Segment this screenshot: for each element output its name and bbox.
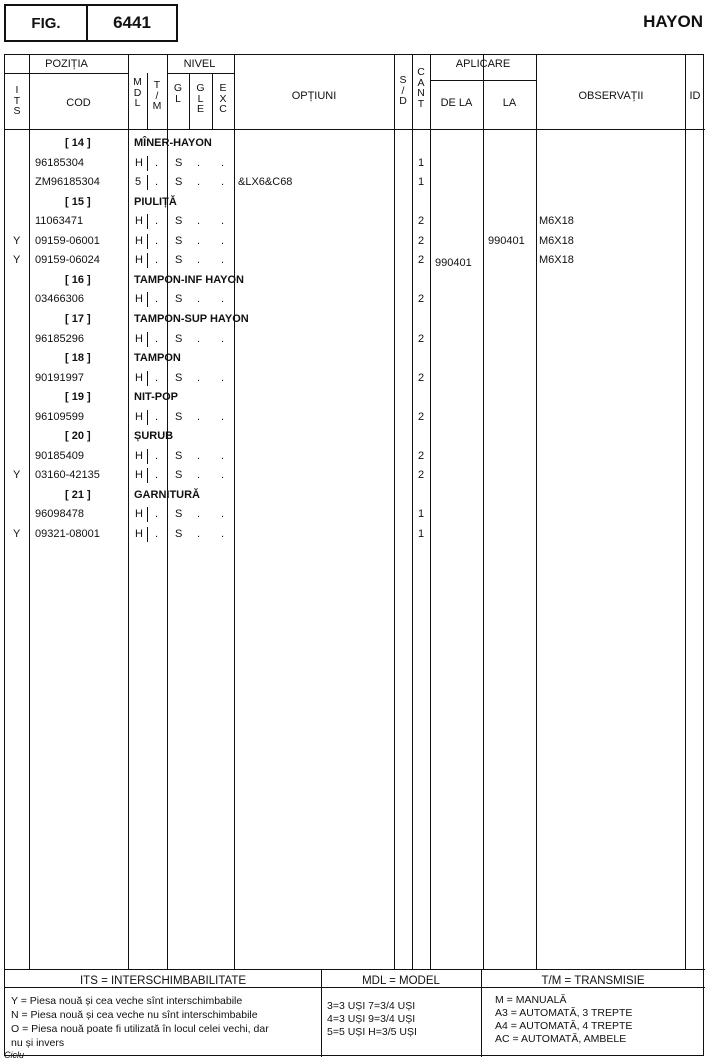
row-separator (147, 156, 148, 171)
quantity: 1 (418, 156, 425, 169)
row-separator (167, 332, 168, 347)
quantity: 2 (418, 293, 425, 306)
level-exc: . (221, 293, 225, 306)
row-separator (147, 253, 148, 268)
quantity: 2 (418, 469, 425, 482)
group-position: [ 19 ] (65, 391, 91, 404)
level-gle: . (197, 176, 201, 189)
quantity: 2 (418, 371, 425, 384)
level-gl: S (175, 156, 183, 169)
grid-line (430, 55, 431, 969)
part-code: 96109599 (35, 410, 84, 423)
level-exc: . (221, 508, 225, 521)
level-gl: S (175, 254, 183, 267)
group-position: [ 17 ] (65, 312, 91, 325)
legend-tm-line: A3 = AUTOMATĂ, 3 TREPTE (495, 1007, 633, 1019)
its-flag: Y (13, 234, 21, 247)
part-code: 09159-06024 (35, 254, 100, 267)
level-gl: S (175, 371, 183, 384)
header-gl: G L (173, 82, 183, 105)
level-gle: . (197, 528, 201, 540)
legend-tm-line: AC = AUTOMATĂ, AMBELE (495, 1033, 627, 1045)
level-gl: S (175, 528, 183, 540)
level-exc: . (221, 469, 225, 482)
legend-its-line: N = Piesa nouă și cea veche nu sînt interschimbabile (11, 1009, 258, 1021)
level-exc: . (221, 371, 225, 384)
model-code: H (135, 156, 143, 169)
grid-line (5, 129, 705, 130)
grid-line (128, 55, 129, 969)
level-gle: . (197, 234, 201, 247)
row-separator (167, 292, 168, 307)
row-separator (147, 292, 148, 307)
level-gle: . (197, 293, 201, 306)
legend-tm-title: T/M = TRANSMISIE (541, 975, 645, 987)
transmission-code: . (155, 469, 159, 482)
level-exc: . (221, 332, 225, 345)
header-exc: E X C (219, 82, 227, 115)
row-separator (147, 175, 148, 190)
level-exc: . (221, 176, 225, 189)
part-code: 90185409 (35, 449, 84, 462)
parts-table (4, 54, 704, 1056)
quantity: 2 (418, 215, 425, 228)
header-aplicare: APLICARE (455, 58, 511, 70)
group-name: PIULIȚĂ (134, 195, 177, 208)
level-gl: S (175, 215, 183, 228)
grid-line (481, 969, 482, 1057)
header-pozitia: POZIȚIA (45, 58, 88, 70)
part-code: 09321-08001 (35, 528, 100, 540)
row-separator (147, 449, 148, 464)
header-la: LA (502, 97, 517, 109)
model-code: H (135, 254, 143, 267)
quantity: 2 (418, 234, 425, 247)
page-title: HAYON (643, 12, 703, 31)
transmission-code: . (155, 215, 159, 228)
legend-mdl-line: 3=3 UȘI 7=3/4 UȘI (327, 1000, 416, 1012)
transmission-code: . (155, 371, 159, 384)
header-sd: S / D (399, 74, 407, 107)
figure-box (4, 4, 178, 42)
group-position: [ 15 ] (65, 195, 91, 208)
part-code: 96185296 (35, 332, 84, 345)
options-code: &LX6&C68 (238, 176, 293, 189)
level-gle: . (197, 371, 201, 384)
row-separator (147, 332, 148, 347)
row-separator (147, 234, 148, 249)
grid-line (394, 55, 395, 969)
row-separator (167, 156, 168, 171)
level-exc: . (221, 215, 225, 228)
level-gle: . (197, 156, 201, 169)
row-separator (167, 371, 168, 386)
part-code: 11063471 (35, 215, 84, 228)
legend-its-line: Y = Piesa nouă și cea veche sînt interschimbabile (11, 995, 243, 1007)
header-nivel: NIVEL (183, 58, 216, 70)
grid-line (685, 55, 686, 969)
level-gl: S (175, 410, 183, 423)
group-name: GARNITURĂ (134, 488, 200, 501)
level-gl: S (175, 469, 183, 482)
row-separator (147, 410, 148, 425)
model-code: H (135, 293, 143, 306)
row-separator (147, 214, 148, 229)
quantity: 1 (418, 508, 425, 521)
transmission-code: . (155, 234, 159, 247)
header-mdl: M D L (133, 76, 142, 109)
group-name: MÎNER-HAYON (134, 137, 212, 149)
row-separator (147, 507, 148, 522)
model-code: H (135, 508, 143, 521)
part-code: 96185304 (35, 156, 84, 169)
its-flag: Y (13, 469, 21, 482)
group-position: [ 14 ] (65, 137, 91, 149)
header-gle: G L E (196, 82, 205, 115)
transmission-code: . (155, 449, 159, 462)
level-gle: . (197, 410, 201, 423)
transmission-code: . (155, 293, 159, 306)
quantity: 1 (418, 528, 425, 540)
level-gle: . (197, 449, 201, 462)
grid-line (29, 55, 30, 969)
grid-line (167, 73, 234, 74)
level-gle: . (197, 332, 201, 345)
group-position: [ 21 ] (65, 488, 91, 501)
apply-from: 990401 (435, 257, 472, 270)
level-gl: S (175, 332, 183, 345)
grid-line (212, 73, 213, 129)
group-name: TAMPON (134, 352, 181, 365)
observation: M6X18 (539, 254, 574, 267)
grid-line (430, 80, 536, 81)
part-code: 03160-42135 (35, 469, 100, 482)
row-separator (167, 527, 168, 542)
grid-line (412, 55, 413, 969)
header-its: I T S (13, 84, 21, 117)
row-separator (167, 253, 168, 268)
row-separator (167, 468, 168, 483)
header-cant: C A N T (417, 66, 425, 110)
group-position: [ 16 ] (65, 273, 91, 286)
header-id: ID (689, 90, 701, 102)
quantity: 2 (418, 254, 425, 267)
model-code: H (135, 528, 143, 540)
transmission-code: . (155, 254, 159, 267)
group-name: NIT-POP (134, 391, 179, 404)
row-separator (147, 527, 148, 542)
quantity: 2 (418, 449, 425, 462)
transmission-code: . (155, 156, 159, 169)
observation: M6X18 (539, 215, 574, 228)
grid-line (483, 55, 484, 969)
level-gle: . (197, 254, 201, 267)
row-separator (147, 371, 148, 386)
model-code: 5 (135, 176, 142, 189)
grid-line (5, 969, 705, 970)
header-observatii: OBSERVAȚII (578, 90, 644, 102)
row-separator (167, 449, 168, 464)
part-code: 96098478 (35, 508, 84, 521)
legend-tm-line: A4 = AUTOMATĂ, 4 TREPTE (495, 1020, 633, 1032)
grid-line (189, 73, 190, 129)
legend-its-line: O = Piesa nouă poate fi utilizată în locul celei vechi, dar (11, 1023, 269, 1035)
figure-number: 6441 (113, 13, 151, 32)
its-flag: Y (13, 254, 21, 267)
grid-line (321, 969, 322, 1057)
transmission-code: . (155, 332, 159, 345)
header-cod: COD (66, 97, 91, 109)
row-separator (147, 468, 148, 483)
grid-line (536, 55, 537, 969)
row-separator (167, 214, 168, 229)
model-code: H (135, 332, 143, 345)
legend-its-title: ITS = INTERSCHIMBABILITATE (79, 975, 247, 987)
header-tm: T / M (152, 79, 162, 112)
grid-line (234, 55, 235, 969)
group-position: [ 20 ] (65, 430, 91, 443)
legend-mdl-line: 4=3 UȘI 9=3/4 UȘI (327, 1013, 416, 1025)
footer-text: Ciclu (4, 1050, 25, 1060)
level-exc: . (221, 156, 225, 169)
its-flag: Y (13, 528, 21, 540)
transmission-code: . (155, 528, 159, 540)
model-code: H (135, 215, 143, 228)
part-code: ZM96185304 (35, 176, 100, 189)
level-gl: S (175, 234, 183, 247)
model-code: H (135, 234, 143, 247)
level-gle: . (197, 469, 201, 482)
level-gl: S (175, 508, 183, 521)
level-gl: S (175, 449, 183, 462)
grid-line (147, 73, 148, 129)
level-exc: . (221, 234, 225, 247)
header-optiuni: OPȚIUNI (291, 90, 337, 102)
quantity: 2 (418, 332, 425, 345)
group-name: ȘURUB (134, 430, 174, 443)
level-exc: . (221, 254, 225, 267)
level-gl: S (175, 176, 183, 189)
model-code: H (135, 469, 143, 482)
legend-tm-line: M = MANUALĂ (495, 994, 567, 1006)
model-code: H (135, 410, 143, 423)
row-separator (167, 507, 168, 522)
observation: M6X18 (539, 234, 574, 247)
transmission-code: . (155, 508, 159, 521)
level-gl: S (175, 293, 183, 306)
transmission-code: . (155, 410, 159, 423)
legend-mdl-title: MDL = MODEL (362, 975, 440, 987)
transmission-code: . (155, 176, 159, 189)
grid-line (5, 73, 128, 74)
level-gle: . (197, 215, 201, 228)
level-exc: . (221, 410, 225, 423)
group-position: [ 18 ] (65, 352, 91, 365)
legend-its-line: nu și invers (11, 1037, 65, 1049)
group-name: TAMPON-INF HAYON (134, 273, 244, 286)
level-exc: . (221, 528, 225, 540)
row-separator (167, 410, 168, 425)
header-de-la: DE LA (440, 97, 473, 109)
model-code: H (135, 449, 143, 462)
figure-label: FIG. (6, 6, 88, 40)
row-separator (167, 175, 168, 190)
quantity: 1 (418, 176, 425, 189)
part-code: 03466306 (35, 293, 84, 306)
apply-to: 990401 (488, 234, 525, 247)
grid-line (5, 987, 705, 988)
level-gle: . (197, 508, 201, 521)
quantity: 2 (418, 410, 425, 423)
row-separator (167, 234, 168, 249)
level-exc: . (221, 449, 225, 462)
model-code: H (135, 371, 143, 384)
legend-mdl-line: 5=5 UȘI H=3/5 UȘI (327, 1026, 417, 1038)
part-code: 09159-06001 (35, 234, 100, 247)
part-code: 90191997 (35, 371, 84, 384)
group-name: TAMPON-SUP HAYON (134, 312, 249, 325)
